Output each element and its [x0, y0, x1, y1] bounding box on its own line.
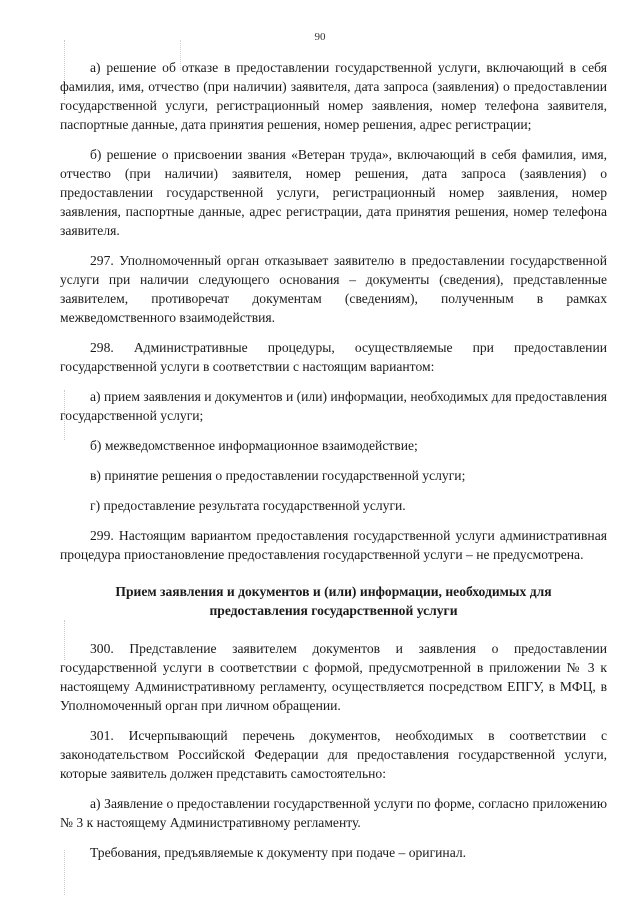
- document-body: [60, 58, 607, 873]
- list-item-a: а) прием заявления и документов и (или) информации, необходимых для предоставления государственной услуги;: [60, 389, 607, 423]
- list-item-g: г) предоставление результата государственной услуги.: [90, 498, 406, 513]
- paragraph-298: 298. Административные процедуры, осуществляемые при предоставлении государственной услуги в соответствии с настоящим вариантом:: [60, 340, 607, 374]
- paragraph-301: 301. Исчерпывающий перечень документов, необходимых в соответствии с законодательством Российской Федерации для предоставления государственной услуги, которые заявитель должен представить самостоятельно:: [60, 728, 607, 781]
- page-number: 90: [314, 31, 326, 43]
- list-item-b: б) межведомственное информационное взаимодействие;: [90, 438, 418, 453]
- paragraph-decision-veteran: б) решение о присвоении звания «Ветеран труда», включающий в себя фамилия, имя, отчество (при наличии) заявителя, номер решения, дата запроса (заявления) о предоставлении государственной услуги, регистрационный номер заявления, номер заявления, паспортные данные, адрес регистрации, дата принятия решения, номер телефона заявителя.: [60, 147, 607, 238]
- paragraph-297: 297. Уполномоченный орган отказывает заявителю в предоставлении государственной услуги при наличии следующего основания – документы (сведения), представленные заявителем, противоречат документам (сведениям), полученным в рамках межведомственного взаимодействия.: [60, 253, 607, 325]
- paragraph-300: 300. Представление заявителем документов и заявления о предоставлении государственной услуги в соответствии с формой, предусмотренной в приложении № 3 к настоящему Административному регламенту, осуществляется посредством ЕПГУ, в МФЦ, в Уполномоченный орган при личном обращении.: [60, 641, 607, 713]
- section-heading: Прием заявления и документов и (или) информации, необходимых для предоставления государственной услуги: [115, 584, 552, 618]
- paragraph-decision-refusal: а) решение об отказе в предоставлении государственной услуги, включающий в себя фамилия, имя, отчество (при наличии) заявителя, дата запроса (заявления) о предоставлении государственной услуги, регистрационный номер заявления, номер телефона заявителя, паспортные данные, дата принятия решения, номер решения, адрес регистрации;: [60, 60, 607, 132]
- paragraph-299: 299. Настоящим вариантом предоставления государственной услуги административная процедура приостановление предоставления государственной услуги – не предусмотрена.: [60, 528, 607, 562]
- list-item-v: в) принятие решения о предоставлении государственной услуги;: [90, 468, 466, 483]
- list-item-application: а) Заявление о предоставлении государственной услуги по форме, согласно приложению № 3 к настоящему Административному регламенту.: [60, 796, 607, 830]
- paragraph-requirements: Требования, предъявляемые к документу при подаче – оригинал.: [90, 845, 467, 860]
